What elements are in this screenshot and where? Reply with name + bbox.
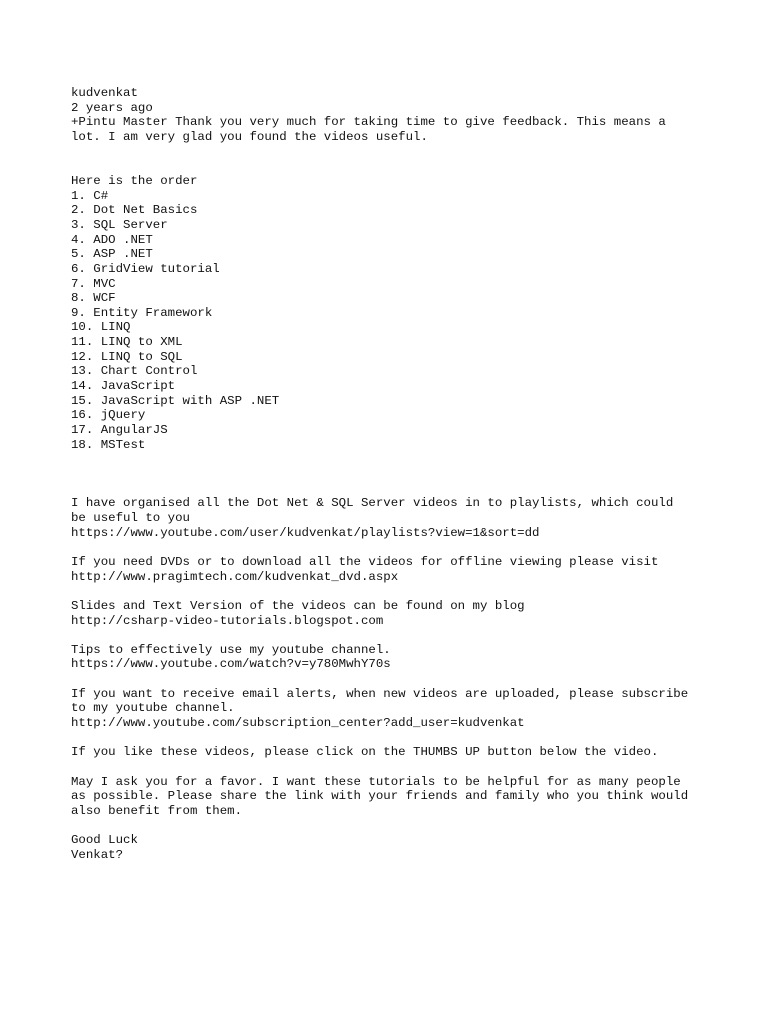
playlists-text-line-2: be useful to you — [71, 510, 190, 525]
list-item: 9. Entity Framework — [71, 305, 213, 320]
reply-text-line-1: +Pintu Master Thank you very much for taking time to give feedback. This means a — [71, 115, 666, 130]
spacer — [71, 159, 731, 174]
spacer — [71, 628, 731, 643]
playlists-text-line-1: I have organised all the Dot Net & SQL Server videos in to playlists, which could — [71, 496, 674, 511]
spacer — [71, 760, 731, 775]
list-item: 6. GridView tutorial — [71, 261, 220, 276]
subscription-link[interactable]: http://www.youtube.com/subscription_center?add_user=kudvenkat — [71, 716, 525, 731]
spacer — [71, 540, 731, 555]
list-item: 10. LINQ — [71, 320, 131, 335]
order-heading: Here is the order — [71, 173, 198, 188]
alerts-text-line-2: to my youtube channel. — [71, 701, 235, 716]
spacer — [71, 672, 731, 687]
spacer — [71, 452, 731, 467]
comment-timestamp: 2 years ago — [71, 100, 153, 115]
spacer — [71, 467, 731, 482]
list-item: 17. AngularJS — [71, 423, 168, 438]
spacer — [71, 731, 731, 746]
list-item: 12. LINQ to SQL — [71, 349, 183, 364]
spacer — [71, 584, 731, 599]
list-item: 7. MVC — [71, 276, 116, 291]
spacer — [71, 819, 731, 834]
list-item: 14. JavaScript — [71, 379, 176, 394]
dvd-text: If you need DVDs or to download all the videos for offline viewing please visit — [71, 554, 659, 569]
slides-text: Slides and Text Version of the videos can be found on my blog — [71, 598, 525, 613]
list-item: 8. WCF — [71, 291, 116, 306]
list-item: 11. LINQ to XML — [71, 335, 183, 350]
spacer — [71, 482, 731, 497]
tips-video-link[interactable]: https://www.youtube.com/watch?v=y780MwhY70s — [71, 657, 391, 672]
spacer — [71, 145, 731, 160]
list-item: 15. JavaScript with ASP .NET — [71, 393, 280, 408]
list-item: 3. SQL Server — [71, 217, 168, 232]
list-item: 5. ASP .NET — [71, 247, 153, 262]
dvd-link[interactable]: http://www.pragimtech.com/kudvenkat_dvd.aspx — [71, 569, 399, 584]
comment-author: kudvenkat — [71, 86, 138, 100]
order-list — [71, 189, 731, 453]
list-item: 1. C# — [71, 188, 109, 203]
signature-text: Venkat? — [71, 847, 124, 862]
list-item: 18. MSTest — [71, 437, 146, 452]
list-item: 16. jQuery — [71, 408, 146, 423]
favor-text-line-3: also benefit from them. — [71, 803, 243, 818]
list-item: 4. ADO .NET — [71, 232, 153, 247]
alerts-text-line-1: If you want to receive email alerts, when new videos are uploaded, please subscribe — [71, 686, 689, 701]
list-item: 13. Chart Control — [71, 364, 198, 379]
list-item: 2. Dot Net Basics — [71, 203, 198, 218]
favor-text-line-2: as possible. Please share the link with your friends and family who you think would — [71, 789, 689, 804]
signoff-text: Good Luck — [71, 833, 138, 848]
tips-text: Tips to effectively use my youtube channel. — [71, 642, 391, 657]
thumbs-up-text: If you like these videos, please click on the THUMBS UP button below the video. — [71, 745, 659, 760]
reply-text-line-2: lot. I am very glad you found the videos useful. — [71, 129, 428, 144]
favor-text-line-1: May I ask you for a favor. I want these tutorials to be helpful for as many people — [71, 774, 681, 789]
playlists-link[interactable]: https://www.youtube.com/user/kudvenkat/playlists?view=1&sort=dd — [71, 525, 540, 540]
comment-document — [71, 86, 731, 863]
blog-link[interactable]: http://csharp-video-tutorials.blogspot.com — [71, 613, 384, 628]
